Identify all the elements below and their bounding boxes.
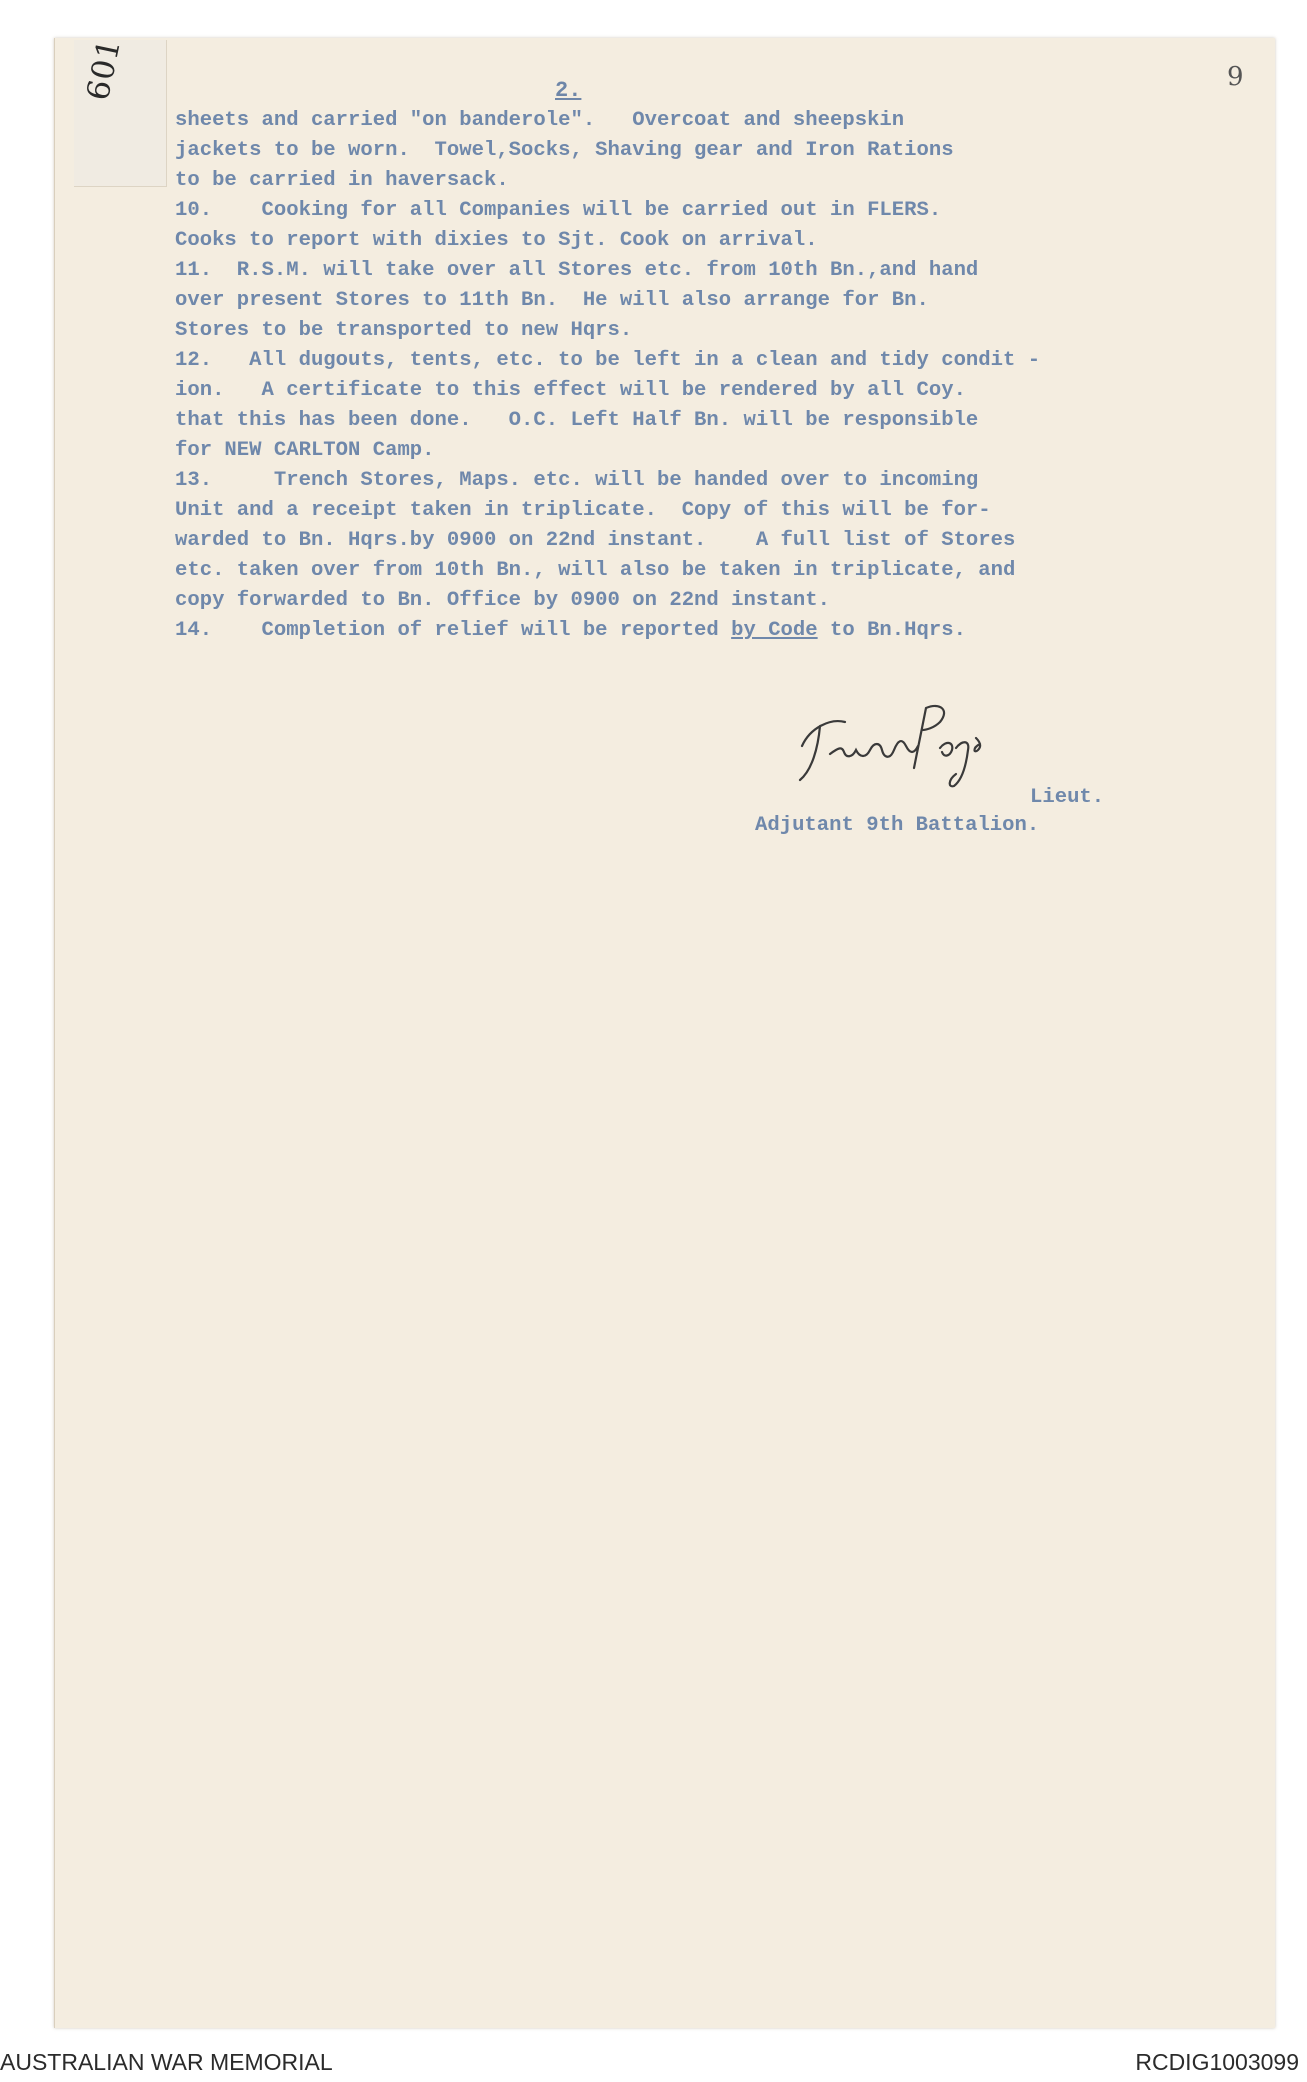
text-line: 12. All dugouts, tents, etc. to be left in a clean and tidy condit - <box>175 349 1041 372</box>
text-line: etc. taken over from 10th Bn., will also be taken in triplicate, and <box>175 559 1016 582</box>
handwritten-signature <box>790 688 1030 798</box>
signatory-appointment: Adjutant 9th Battalion. <box>755 814 1040 837</box>
text-line: 13. Trench Stores, Maps. etc. will be handed over to incoming <box>175 469 979 492</box>
text-line-last <box>175 616 1245 646</box>
text-line: copy forwarded to Bn. Office by 0900 on 22nd instant. <box>175 589 830 612</box>
text-line: ion. A certificate to this effect will be rendered by all Coy. <box>175 379 966 402</box>
page-number: 2. <box>555 78 582 103</box>
text-line: that this has been done. O.C. Left Half Bn. will be responsible <box>175 409 979 432</box>
footer-record-id: RCDIG1003099 <box>1135 2049 1299 2075</box>
text-line: warded to Bn. Hqrs.by 0900 on 22nd instant. A full list of Stores <box>175 529 1016 552</box>
underlined-by-code: by Code <box>731 619 818 642</box>
text-line: to be carried in haversack. <box>175 169 509 192</box>
last-line-start: 14. Completion of relief will be reported <box>175 619 732 642</box>
text-line: Stores to be transported to new Hqrs. <box>175 319 633 342</box>
folio-stamp: 601 <box>80 35 129 104</box>
text-line: 11. R.S.M. will take over all Stores etc. from 10th Bn.,and hand <box>175 259 979 282</box>
text-line: for NEW CARLTON Camp. <box>175 439 435 462</box>
typed-body <box>175 106 1245 646</box>
text-line: sheets and carried "on banderole". Overcoat and sheepskin <box>175 109 905 132</box>
text-line: jackets to be worn. Towel,Socks, Shaving gear and Iron Rations <box>175 139 954 162</box>
text-line: Cooks to report with dixies to Sjt. Cook on arrival. <box>175 229 818 252</box>
signatory-rank: Lieut. <box>1030 786 1105 809</box>
text-line: Unit and a receipt taken in triplicate. Copy of this will be for- <box>175 499 991 522</box>
corner-page-number: 9 <box>1227 62 1244 92</box>
footer-institution: AUSTRALIAN WAR MEMORIAL <box>0 2049 333 2075</box>
text-line: over present Stores to 11th Bn. He will also arrange for Bn. <box>175 289 929 312</box>
last-line-end: to Bn.Hqrs. <box>817 619 966 642</box>
text-line: 10. Cooking for all Companies will be carried out in FLERS. <box>175 199 942 222</box>
